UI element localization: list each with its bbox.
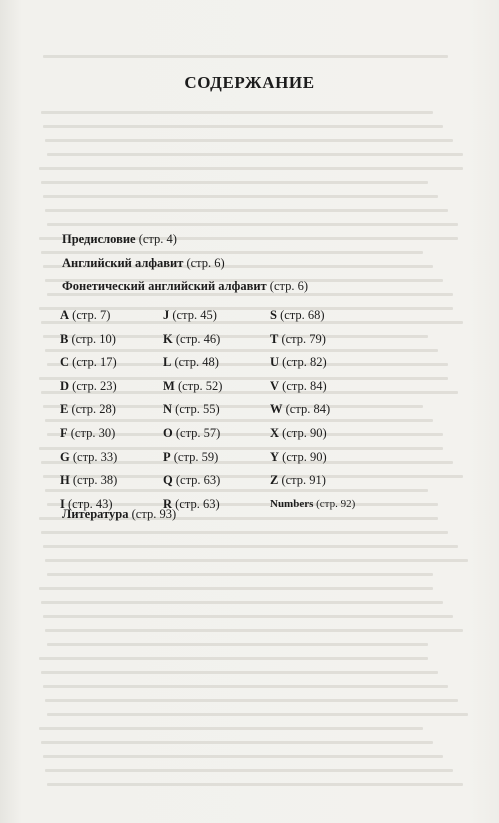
show-through-line xyxy=(47,223,458,226)
toc-entry-label: Предисловие xyxy=(62,232,136,246)
alphabet-page: (стр. 38) xyxy=(72,473,118,488)
toc-entry-label: Литература xyxy=(62,507,129,521)
show-through-line xyxy=(45,349,438,352)
alphabet-letter: L xyxy=(163,355,172,370)
show-through-line xyxy=(39,167,463,170)
alphabet-page: (стр. 84) xyxy=(282,378,327,393)
alphabet-letter: I xyxy=(60,496,65,511)
show-through-line xyxy=(41,741,433,744)
alphabet-entry xyxy=(60,402,116,417)
show-through-line xyxy=(43,195,438,198)
alphabet-letter: U xyxy=(270,355,280,370)
alphabet-page: (стр. 82) xyxy=(282,355,327,370)
alphabet-letter: T xyxy=(270,331,279,346)
alphabet-letter: V xyxy=(270,378,280,393)
toc-entry-label: Фонетический английский алфавит xyxy=(62,279,267,293)
toc-entry-english-alphabet xyxy=(62,256,225,271)
alphabet-page: (стр. 57) xyxy=(175,426,221,440)
alphabet-entry xyxy=(60,379,117,394)
alphabet-page: (стр. 30) xyxy=(70,426,116,440)
alphabet-page: (стр. 90) xyxy=(282,449,327,464)
alphabet-page: (стр. 45) xyxy=(172,308,217,322)
alphabet-entry xyxy=(163,402,220,417)
alphabet-entry xyxy=(270,426,327,441)
alphabet-letter: F xyxy=(60,426,68,440)
alphabet-letter: Numbers xyxy=(270,497,314,510)
alphabet-page: (стр. 28) xyxy=(71,402,116,417)
alphabet-page: (стр. 59) xyxy=(173,449,219,464)
alphabet-letter: W xyxy=(270,402,283,417)
alphabet-letter: O xyxy=(163,426,173,440)
alphabet-letter: K xyxy=(163,331,173,346)
alphabet-letter: N xyxy=(163,402,173,417)
show-through-line xyxy=(47,573,433,576)
alphabet-page: (стр. 43) xyxy=(68,496,113,511)
alphabet-letter: H xyxy=(60,473,70,488)
show-through-line xyxy=(47,153,463,156)
alphabet-entry xyxy=(270,473,326,488)
alphabet-page: (стр. 63) xyxy=(175,496,220,511)
show-through-line xyxy=(43,755,443,758)
alphabet-letter: M xyxy=(163,378,175,393)
toc-entry-preface xyxy=(62,232,177,247)
show-through-line xyxy=(47,783,463,786)
alphabet-letter: A xyxy=(60,308,70,322)
alphabet-entry xyxy=(60,450,117,465)
alphabet-entry xyxy=(60,332,116,347)
alphabet-page: (стр. 63) xyxy=(175,473,221,488)
show-through-line xyxy=(43,685,448,688)
alphabet-letter: D xyxy=(60,378,70,393)
show-through-line xyxy=(45,489,428,492)
alphabet-entry xyxy=(60,308,110,323)
alphabet-letter: S xyxy=(270,308,277,322)
alphabet-letter: R xyxy=(163,496,173,511)
show-through-line xyxy=(41,251,423,254)
show-through-line xyxy=(39,657,428,660)
alphabet-entry xyxy=(270,332,326,347)
toc-entry-page: (стр. 4) xyxy=(138,232,177,246)
alphabet-page: (стр. 84) xyxy=(285,402,331,417)
alphabet-letter: Z xyxy=(270,473,279,488)
alphabet-page: (стр. 10) xyxy=(71,331,116,346)
alphabet-entry xyxy=(270,308,325,323)
alphabet-page: (стр. 79) xyxy=(281,331,326,346)
show-through-line xyxy=(45,139,453,142)
alphabet-entry xyxy=(60,426,115,441)
alphabet-entry xyxy=(270,498,355,510)
toc-entry-literature xyxy=(62,507,176,522)
show-through-line xyxy=(45,629,463,632)
show-through-line xyxy=(41,181,428,184)
alphabet-page: (стр. 7) xyxy=(72,308,111,322)
alphabet-entry xyxy=(163,308,217,323)
alphabet-page: (стр. 46) xyxy=(175,331,221,346)
show-through-line xyxy=(45,209,448,212)
show-through-line xyxy=(41,601,443,604)
alphabet-letter: P xyxy=(163,449,171,464)
toc-entry-page: (стр. 6) xyxy=(186,256,225,270)
show-through-line xyxy=(47,713,468,716)
alphabet-entry xyxy=(270,379,327,394)
alphabet-entry xyxy=(163,355,219,370)
alphabet-entry xyxy=(163,332,220,347)
show-through-line xyxy=(45,699,458,702)
alphabet-page: (стр. 52) xyxy=(177,378,223,393)
alphabet-page: (стр. 91) xyxy=(281,473,326,488)
toc-entry-label: Английский алфавит xyxy=(62,256,184,270)
alphabet-entry xyxy=(163,450,218,465)
alphabet-page: (стр. 92) xyxy=(316,497,356,510)
show-through-line xyxy=(43,125,443,128)
show-through-line xyxy=(45,419,433,422)
toc-entry-phonetic-alphabet xyxy=(62,279,308,294)
alphabet-entry xyxy=(270,355,327,370)
alphabet-entry xyxy=(270,402,330,417)
alphabet-entry xyxy=(163,426,220,441)
show-through-line xyxy=(41,111,433,114)
alphabet-page: (стр. 23) xyxy=(72,378,117,393)
alphabet-page: (стр. 17) xyxy=(72,355,117,370)
page-title: СОДЕРЖАНИЕ xyxy=(184,73,315,92)
show-through-line xyxy=(43,55,448,58)
alphabet-letter: C xyxy=(60,355,70,370)
show-through-line xyxy=(45,559,468,562)
show-through-line xyxy=(39,587,433,590)
alphabet-letter: E xyxy=(60,402,69,417)
alphabet-entry xyxy=(60,473,117,488)
alphabet-page: (стр. 68) xyxy=(280,308,325,322)
show-through-line xyxy=(45,769,453,772)
alphabet-page: (стр. 90) xyxy=(282,426,327,440)
alphabet-letter: X xyxy=(270,426,280,440)
show-through-line xyxy=(43,615,453,618)
alphabet-letter: G xyxy=(60,449,70,464)
toc-entry-page: (стр. 6) xyxy=(269,279,309,293)
alphabet-letter: B xyxy=(60,331,69,346)
show-through-line xyxy=(41,531,448,534)
alphabet-letter: J xyxy=(163,308,170,322)
alphabet-letter: Y xyxy=(270,449,280,464)
show-through-line xyxy=(43,545,458,548)
alphabet-entry xyxy=(163,473,220,488)
alphabet-page: (стр. 55) xyxy=(175,402,220,417)
show-through-line xyxy=(47,643,428,646)
toc-entry-page: (стр. 93) xyxy=(131,507,177,521)
show-through-line xyxy=(41,671,438,674)
alphabet-page: (стр. 48) xyxy=(174,355,219,370)
alphabet-entry xyxy=(60,355,117,370)
alphabet-letter: Q xyxy=(163,473,173,488)
alphabet-page: (стр. 33) xyxy=(72,449,118,464)
show-through-line xyxy=(39,727,423,730)
alphabet-entry xyxy=(270,450,327,465)
alphabet-entry xyxy=(163,379,222,394)
